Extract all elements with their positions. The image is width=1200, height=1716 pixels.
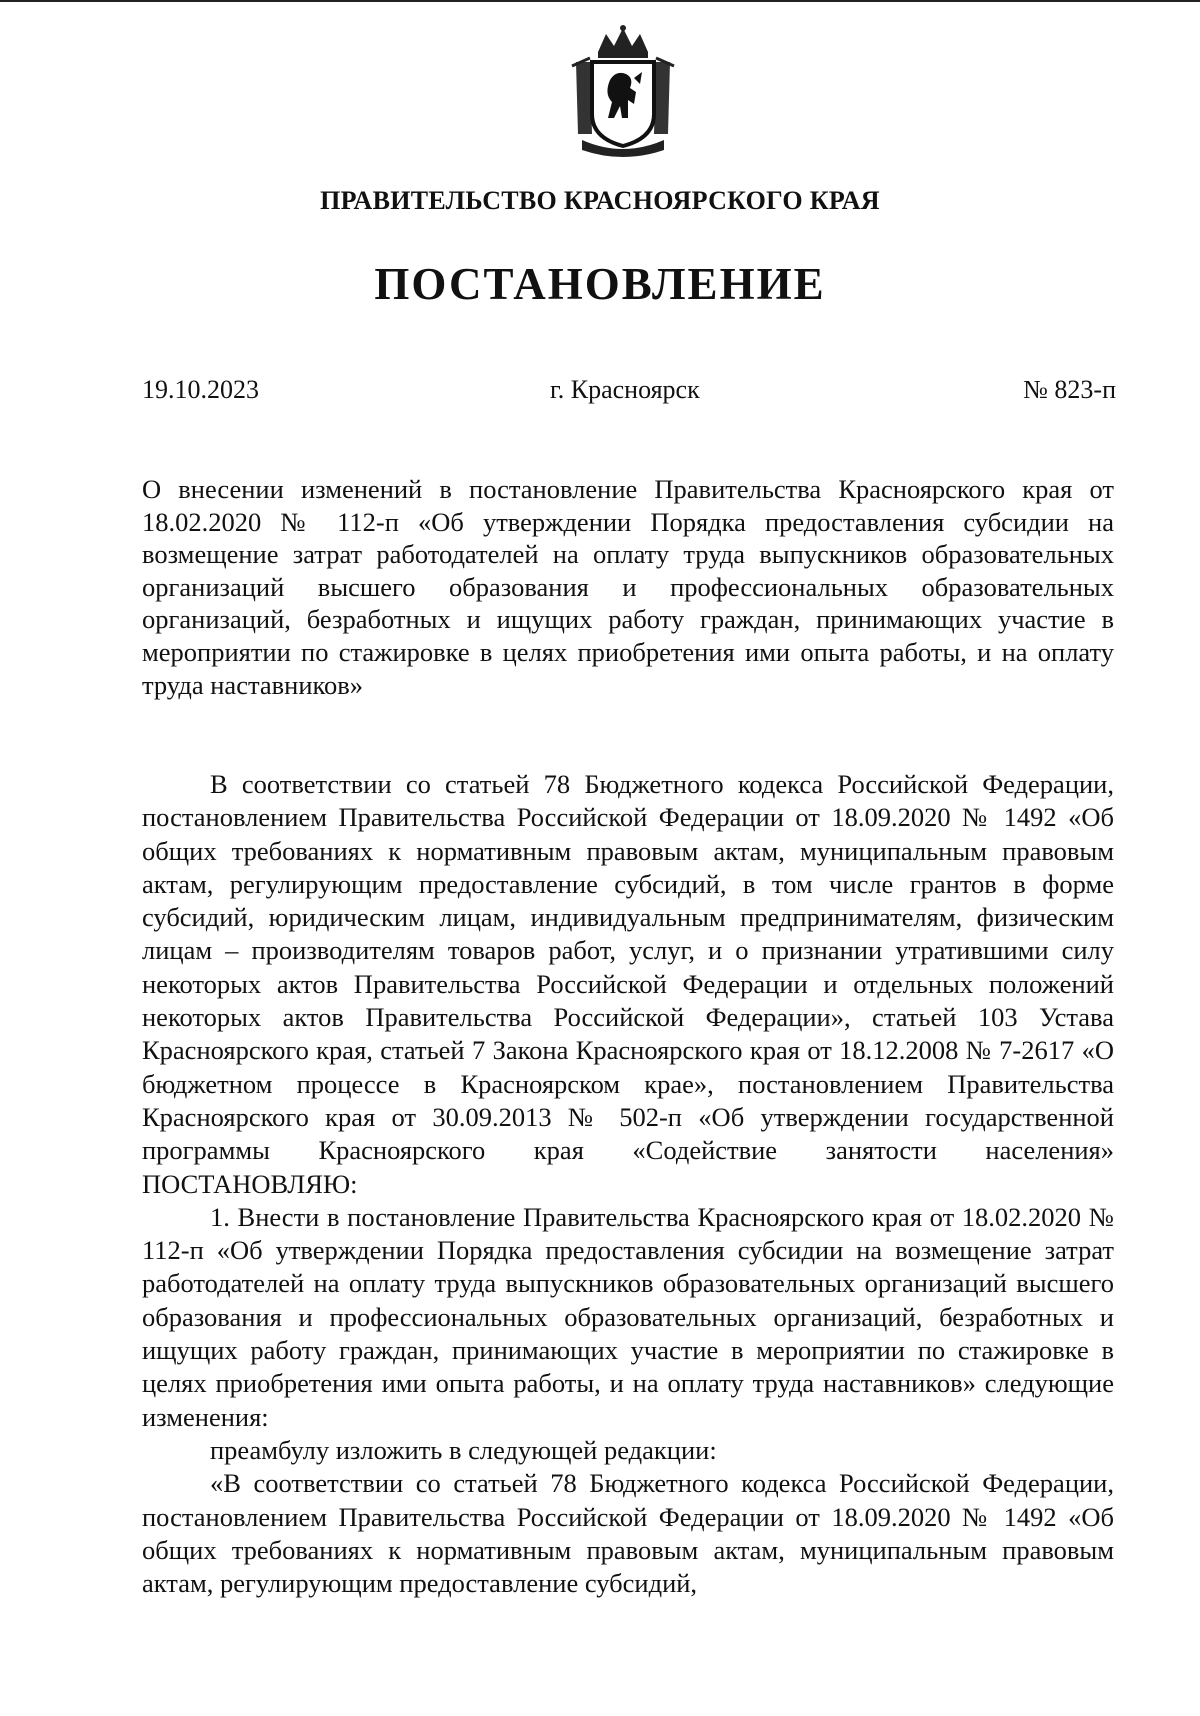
preamble-paragraph: В соответствии со статьей 78 Бюджетного кодекса Российской Федерации, постановлением Правительства Российской Федерации от 18.09.2020 № 1492 «Об общих требованиях к нормативным правовым актам, муниципальным правовым актам, регулирующим предоставление субсидий, в том числе грантов в форме субсидий, юридическим лицам, индивидуальным предпринимателям, физическим лицам – производителям товаров работ, услуг, и о признании утратившими силу некоторых актов Правительства Российской Федерации и отдельных положений некоторых актов Правительства Российской Федерации», статьей 103 Устава Красноярского края, статьей 7 Закона Красноярского края от 18.12.2008 № 7-2617 «О бюджетном процессе в Красноярском крае», постановлением Правительства Красноярского края от 30.09.2013 № 502-п «Об утверждении государственной программы Красноярского края «Содействие занятости населения» ПОСТАНОВЛЯЮ: — [142, 769, 1114, 1199]
page-top-edge — [0, 0, 1200, 2]
document-city: г. Красноярск — [550, 375, 700, 404]
document-body — [142, 768, 1114, 1600]
krasnoyarsk-coat-of-arms-icon — [568, 22, 678, 162]
quoted-preamble-paragraph: «В соответствии со статьей 78 Бюджетного кодекса Российской Федерации, постановлением Правительства Российской Федерации от 18.09.2020 № 1492 «Об общих требованиях к нормативным правовым актам, муниципальным правовым актам, регулирующим предоставление субсидий, — [142, 1468, 1114, 1599]
document-subject: О внесении изменений в постановление Правительства Красноярского края от 18.02.2020 № 112-п «Об утверждении Порядка предоставления субсидии на возмещение затрат работодателей на оплату труда выпускников образовательных организаций высшего образования и профессиональных образовательных организаций, безработных и ищущих работу граждан, принимающих участие в мероприятии по стажировке в целях приобретения ими опыта работы, и на оплату труда наставников» — [142, 474, 1114, 700]
item-1-sub-paragraph: преамбулу изложить в следующей редакции: — [210, 1434, 717, 1465]
document-number: № 823-п — [1023, 375, 1116, 404]
government-name: ПРАВИТЕЛЬСТВО КРАСНОЯРСКОГО КРАЯ — [320, 186, 880, 215]
item-1-paragraph: 1. Внести в постановление Правительства Красноярского края от 18.02.2020 № 112-п «Об утверждении Порядка предоставления субсидии на возмещение затрат работодателей на оплату труда выпускников образовательных организаций высшего образования и профессиональных образовательных организаций, безработных и ищущих работу граждан, принимающих участие в мероприятии по стажировке в целях приобретения ими опыта работы, и на оплату труда наставников» следующие изменения: — [142, 1201, 1114, 1432]
document-type-title: ПОСТАНОВЛЕНИЕ — [374, 259, 826, 309]
document-date: 19.10.2023 — [142, 375, 259, 404]
